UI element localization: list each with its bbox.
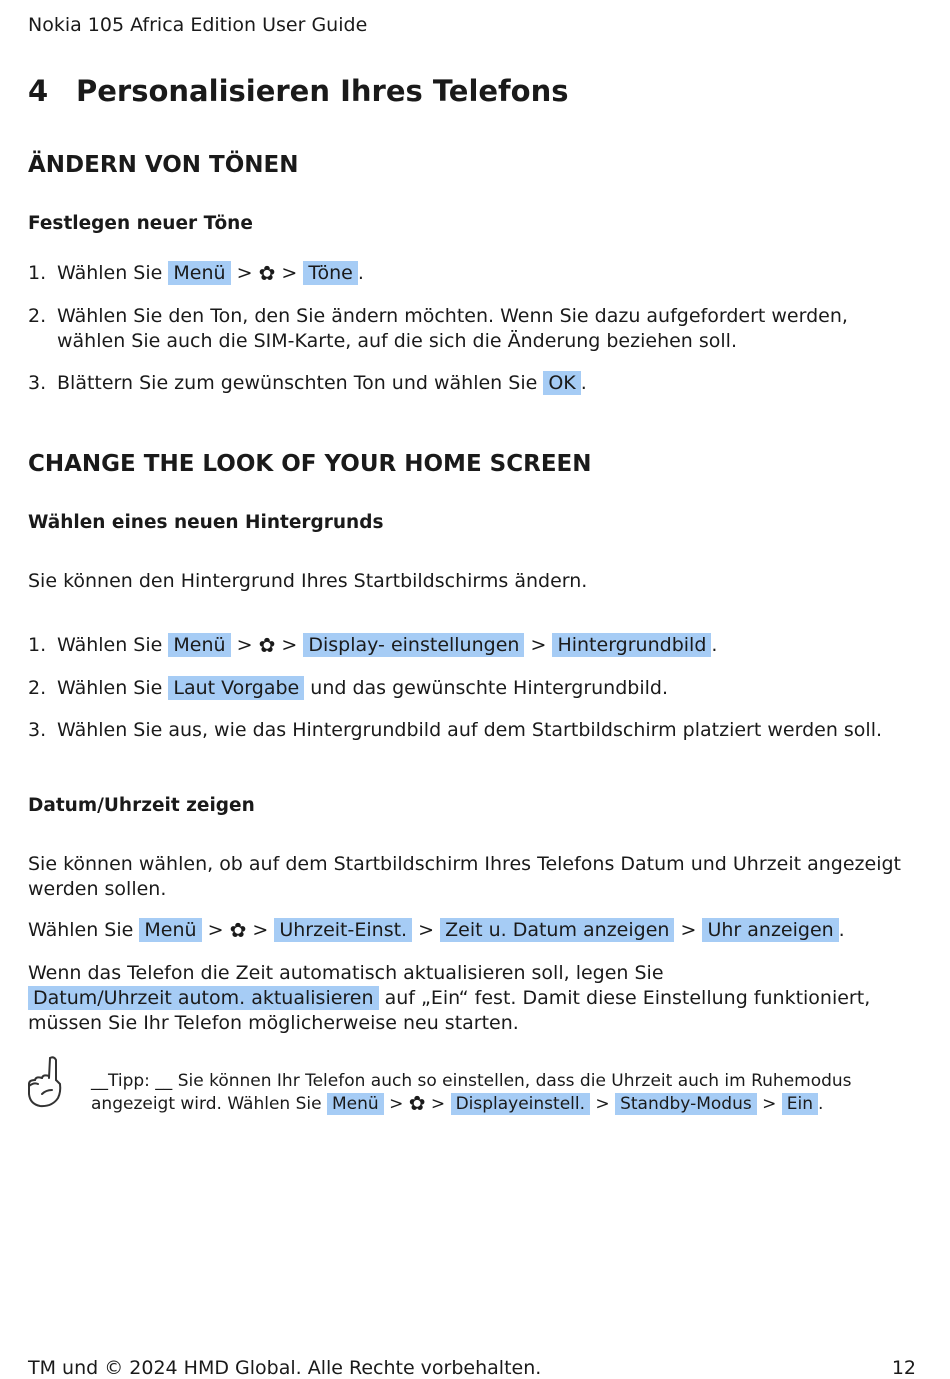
- auto-update-highlight: Datum/Uhrzeit autom. aktualisieren: [28, 986, 379, 1010]
- list-item: [28, 633, 908, 658]
- path-separator: >: [762, 1094, 777, 1114]
- list-number: 1.: [28, 262, 47, 284]
- on-highlight: Ein: [782, 1093, 818, 1115]
- tip-end: .: [818, 1094, 824, 1114]
- path-separator: >: [595, 1094, 610, 1114]
- menu-highlight: Menü: [168, 261, 230, 285]
- chapter-title: [28, 74, 569, 108]
- menu-highlight: Menü: [139, 918, 201, 942]
- path-end: .: [838, 919, 845, 941]
- standby-highlight: Standby-Modus: [615, 1093, 757, 1115]
- tip-body: Sie können Ihr Telefon auch so einstellen, dass die Uhrzeit auch im Ruhemodus angezeigt wird. Wählen Sie: [91, 1071, 852, 1114]
- document-header: Nokia 105 Africa Edition User Guide: [28, 14, 368, 36]
- tip-hand-icon: [26, 1054, 66, 1110]
- step-end: .: [357, 262, 364, 284]
- list-number: 2.: [28, 305, 47, 327]
- list-number: 1.: [28, 634, 47, 656]
- path-separator: >: [680, 919, 697, 941]
- subheading-new-tones: Festlegen neuer Töne: [28, 213, 253, 234]
- gear-icon: ✿: [258, 633, 276, 657]
- paragraph-text: Wenn das Telefon die Zeit automatisch aktualisieren soll, legen Sie: [28, 962, 664, 984]
- chapter-number: 4: [28, 74, 49, 108]
- step-end: .: [580, 372, 587, 394]
- display-settings-highlight: Displayeinstell.: [451, 1093, 590, 1115]
- footer-copyright: TM und © 2024 HMD Global. Alle Rechte vorbehalten.: [28, 1357, 542, 1379]
- path-text: Wählen Sie: [28, 919, 134, 941]
- tones-highlight: Töne: [303, 261, 357, 285]
- path-separator: >: [418, 919, 435, 941]
- list-item: [28, 718, 908, 743]
- display-settings-highlight: Display- einstellungen: [303, 633, 524, 657]
- list-item: [28, 304, 908, 354]
- step-text: Wählen Sie den Ton, den Sie ändern möchten. Wenn Sie dazu aufgefordert werden, wählen Sie auch die SIM-Karte, auf die sich die Änderung beziehen soll.: [57, 305, 848, 352]
- section-heading-tones: ÄNDERN VON TÖNEN: [28, 152, 299, 178]
- show-clock-highlight: Uhr anzeigen: [702, 918, 838, 942]
- path-paragraph: [28, 918, 918, 943]
- time-settings-highlight: Uhrzeit-Einst.: [274, 918, 412, 942]
- page-number: 12: [891, 1357, 916, 1379]
- path-separator: >: [207, 919, 224, 941]
- list-item: [28, 261, 908, 286]
- path-separator: >: [236, 262, 253, 284]
- tip-label: __Tipp: __: [91, 1071, 173, 1091]
- list-number: 3.: [28, 719, 47, 741]
- step-text: Blättern Sie zum gewünschten Ton und wählen Sie: [57, 372, 538, 394]
- paragraph: Sie können den Hintergrund Ihres Startbildschirms ändern.: [28, 570, 588, 592]
- paragraph-text: auf „Ein“ fest. Damit diese Einstellung funktioniert, müssen Sie Ihr Telefon möglicherweise neu starten.: [28, 987, 871, 1034]
- list-item: [28, 371, 908, 396]
- gear-icon: ✿: [258, 261, 276, 285]
- step-text: und das gewünschte Hintergrundbild.: [310, 677, 669, 699]
- show-date-highlight: Zeit u. Datum anzeigen: [440, 918, 674, 942]
- path-separator: >: [389, 1094, 404, 1114]
- path-separator: >: [236, 634, 253, 656]
- step-text: Wählen Sie: [57, 262, 163, 284]
- wallpaper-highlight: Hintergrundbild: [552, 633, 711, 657]
- step-text: Wählen Sie aus, wie das Hintergrundbild auf dem Startbildschirm platziert werden soll.: [57, 719, 883, 741]
- tip-text: [91, 1070, 891, 1116]
- default-highlight: Laut Vorgabe: [168, 676, 304, 700]
- section-heading-home-screen: CHANGE THE LOOK OF YOUR HOME SCREEN: [28, 451, 592, 477]
- menu-highlight: Menü: [168, 633, 230, 657]
- menu-highlight: Menü: [327, 1093, 384, 1115]
- subheading-date-time: Datum/Uhrzeit zeigen: [28, 795, 255, 816]
- step-text: Wählen Sie: [57, 677, 163, 699]
- list-number: 2.: [28, 677, 47, 699]
- ok-highlight: OK: [543, 371, 580, 395]
- list-item: [28, 676, 908, 701]
- gear-icon: ✿: [229, 918, 247, 942]
- step-text: Wählen Sie: [57, 634, 163, 656]
- path-separator: >: [281, 634, 298, 656]
- gear-icon: ✿: [408, 1091, 426, 1115]
- list-number: 3.: [28, 372, 47, 394]
- paragraph: Sie können wählen, ob auf dem Startbildschirm Ihres Telefons Datum und Uhrzeit angezeigt werden sollen.: [28, 853, 901, 900]
- path-separator: >: [252, 919, 269, 941]
- path-separator: >: [281, 262, 298, 284]
- path-separator: >: [530, 634, 547, 656]
- path-separator: >: [430, 1094, 446, 1114]
- subheading-wallpaper: Wählen eines neuen Hintergrunds: [28, 512, 384, 533]
- chapter-title-text: Personalisieren Ihres Telefons: [76, 74, 569, 108]
- auto-update-paragraph: [28, 961, 918, 1036]
- step-end: .: [711, 634, 718, 656]
